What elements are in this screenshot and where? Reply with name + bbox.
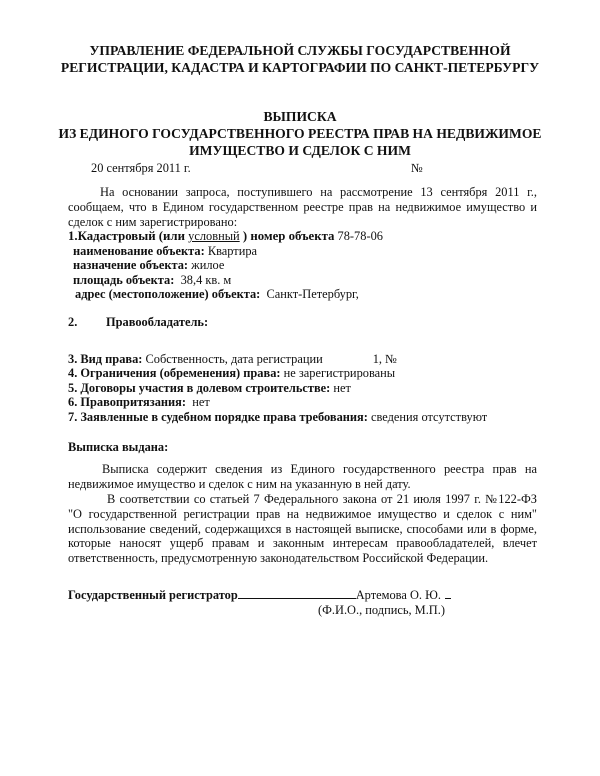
item-number: 2. <box>68 315 78 329</box>
field-label: наименование объекта: <box>73 244 205 258</box>
doc-title-line-2: ИЗ ЕДИНОГО ГОСУДАРСТВЕННОГО РЕЕСТРА ПРАВ НА НЕДВИЖИМОЕ <box>58 126 542 141</box>
right-holder-label: Правообладатель: <box>106 315 209 329</box>
judicial-claims-line <box>68 410 487 425</box>
cadastral-label-c: ) номер объекта <box>239 229 335 243</box>
item-value: Собственность, дата регистрации <box>145 352 323 366</box>
item-label: 6. Правопритязания: <box>68 395 186 409</box>
registrar-label: Государственный регистратор <box>68 588 238 602</box>
document-title <box>40 108 560 159</box>
validity-text: Выписка содержит сведения из Единого государственного реестра прав на недвижимое имущество и сделок с ним на указанную в ней дату. <box>68 462 537 491</box>
document-date: 20 сентября 2011 г. <box>91 161 191 175</box>
validity-paragraph <box>68 462 537 492</box>
legal-notice-paragraph <box>68 492 537 566</box>
item-label: 4. Ограничения (обременения) права: <box>68 366 281 380</box>
field-value: 38,4 кв. м <box>180 273 232 287</box>
item-value: нет <box>333 381 351 395</box>
item-label: 5. Договоры участия в долевом строительстве: <box>68 381 331 395</box>
item-value: не зарегистрированы <box>283 366 396 380</box>
field-value: жилое <box>191 258 225 272</box>
object-purpose-line <box>73 258 224 273</box>
signature-caption: (Ф.И.О., подпись, М.П.) <box>318 603 445 617</box>
field-label: назначение объекта: <box>73 258 189 272</box>
cadastral-label-conditional: условный <box>188 229 240 243</box>
issued-label: Выписка выдана: <box>68 440 169 454</box>
right-type-line <box>68 352 397 367</box>
org-title-line-1: УПРАВЛЕНИЕ ФЕДЕРАЛЬНОЙ СЛУЖБЫ ГОСУДАРСТВЕННОЙ <box>89 43 511 58</box>
field-label: площадь объекта: <box>73 273 175 287</box>
doc-title-line-1: ВЫПИСКА <box>263 109 337 124</box>
intro-paragraph <box>68 185 537 229</box>
doc-title-line-3: ИМУЩЕСТВО И СДЕЛОК С НИМ <box>189 143 411 158</box>
field-value: Санкт-Петербург, <box>266 287 359 301</box>
cadastral-label-a: 1.Кадастровый (или <box>68 229 189 243</box>
org-title-line-2: РЕГИСТРАЦИИ, КАДАСТРА И КАРТОГРАФИИ ПО САНКТ-ПЕТЕРБУРГУ <box>60 60 540 75</box>
cadastral-value: 78-78-06 <box>337 229 383 243</box>
object-area-line <box>73 273 231 288</box>
shared-construction-line <box>68 381 351 396</box>
signature-line <box>68 588 451 603</box>
item-value: сведения отсутствуют <box>370 410 488 424</box>
registrar-name: Артемова О. Ю. <box>355 588 441 602</box>
item-label: 3. Вид права: <box>68 352 143 366</box>
object-address-line <box>75 287 359 302</box>
item-value: нет <box>192 395 210 409</box>
document-number-label: № <box>411 161 423 175</box>
signature-trail-underline <box>445 588 451 599</box>
object-name-line <box>73 244 257 259</box>
organization-title <box>40 42 560 76</box>
signature-underline <box>238 588 356 599</box>
cadastral-number-line <box>68 229 383 244</box>
field-value: Квартира <box>207 244 258 258</box>
legal-notice-text: В соответствии со статьей 7 Федерального закона от 21 июля 1997 г. №122-ФЗ "О государственной регистрации прав на недвижимое имущество и сделок с ним" использование сведений, содержащихся в настоящей выписке, способами или в форме, которые наносят ущерб правам и законным интересам правообладателей, влечет ответственность, предусмотренную законодательством Российской Федерации. <box>68 492 537 566</box>
item-label: 7. Заявленные в судебном порядке права требования: <box>68 410 368 424</box>
intro-text: На основании запроса, поступившего на рассмотрение 13 сентября 2011 г., сообщаем, что в Едином государственном реестре прав на недвижимое имущество и сделок с ним зарегистрировано: <box>68 185 537 229</box>
issued-heading <box>68 440 168 455</box>
field-label: адрес (местоположение) объекта: <box>75 287 261 301</box>
item-extra: 1, № <box>372 352 397 366</box>
claims-line <box>68 395 210 410</box>
right-holder-line <box>68 315 208 330</box>
restrictions-line <box>68 366 395 381</box>
